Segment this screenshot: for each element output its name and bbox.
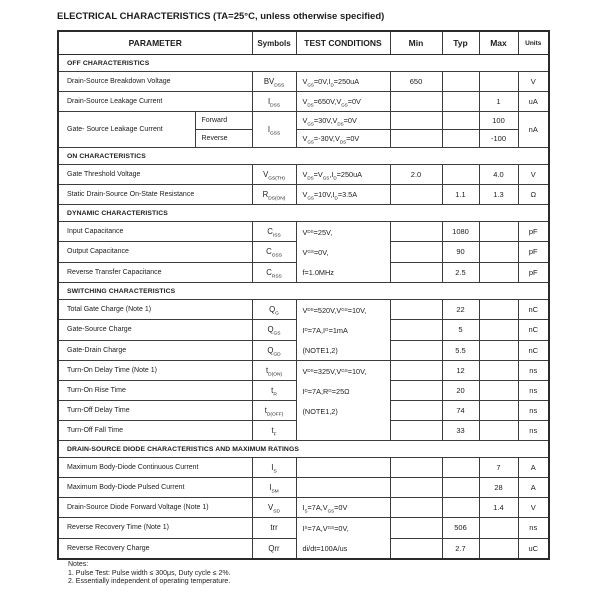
parameter-cell: Gate Threshold Voltage xyxy=(58,165,252,185)
symbol-cell: $I_{SM}$ xyxy=(252,478,296,498)
test-conditions-cell: $V_{GS}=10V,I_D=3.5A$ xyxy=(296,185,390,205)
test-condition-line: I S =7A,V GS =0V, xyxy=(302,523,349,533)
section-row xyxy=(58,55,549,72)
test-condition-line: V DS =520V,V GS =10V, xyxy=(302,305,367,315)
units-cell: ns xyxy=(518,518,549,539)
parameter-cell: Turn-On Rise Time xyxy=(58,381,252,401)
symbol-cell: trr xyxy=(252,518,296,539)
max-cell xyxy=(479,401,518,421)
symbol-cell: $C_{OSS}$ xyxy=(252,242,296,262)
min-cell xyxy=(390,421,442,441)
typ-cell xyxy=(442,72,479,92)
symbol-cell: $Q_G$ xyxy=(252,300,296,320)
symbol-cell: $I_{GSS}$ xyxy=(252,112,296,148)
notes-title: Notes: xyxy=(68,561,89,568)
parameter-cell: Input Capacitance xyxy=(58,222,252,242)
typ-cell xyxy=(442,165,479,185)
max-cell xyxy=(479,361,518,381)
section-row xyxy=(58,148,549,165)
min-cell xyxy=(390,361,442,381)
min-cell xyxy=(390,320,442,340)
typ-cell: 506 xyxy=(442,518,479,539)
test-conditions-cell xyxy=(296,222,390,283)
table-row xyxy=(58,498,549,518)
symbol-cell: $t_{D(ON)}$ xyxy=(252,361,296,381)
min-cell xyxy=(390,112,442,130)
min-cell: 2.0 xyxy=(390,165,442,185)
units-cell: ns xyxy=(518,421,549,441)
parameter-cell: Reverse Recovery Time (Note 1) xyxy=(58,518,252,539)
units-cell: A xyxy=(518,478,549,498)
table-row xyxy=(58,92,549,112)
parameter-cell: Output Capacitance xyxy=(58,242,252,262)
max-cell: 1 xyxy=(479,92,518,112)
units-cell: Ω xyxy=(518,185,549,205)
typ-cell: 2.7 xyxy=(442,538,479,559)
test-condition-line: di/dt=100A/us xyxy=(302,543,348,553)
typ-cell xyxy=(442,130,479,148)
note-item: 1. Pulse Test: Pulse width ≤ 300μs, Duty cycle ≤ 2%. xyxy=(68,569,231,577)
parameter-cell: Turn-On Delay Time (Note 1) xyxy=(58,361,252,381)
parameter-cell: Gate-Source Charge xyxy=(58,320,252,340)
typ-cell xyxy=(442,478,479,498)
max-cell: 7 xyxy=(479,458,518,478)
max-cell: 100 xyxy=(479,112,518,130)
symbol-cell: $t_{D(OFF)}$ xyxy=(252,401,296,421)
parameter-cell: Turn-Off Fall Time xyxy=(58,421,252,441)
table-row xyxy=(58,72,549,92)
units-cell: uA xyxy=(518,92,549,112)
symbol-cell: Qrr xyxy=(252,538,296,559)
table-row xyxy=(58,478,549,498)
test-condition-line: (NOTE1,2) xyxy=(302,345,338,355)
page-title: ELECTRICAL CHARACTERISTICS (TA=25°C, unless otherwise specified) xyxy=(57,11,385,22)
section-row xyxy=(58,205,549,222)
symbol-cell: $Q_{GD}$ xyxy=(252,340,296,360)
parameter-cell: Maximum Body-Diode Pulsed Current xyxy=(58,478,252,498)
typ-cell xyxy=(442,112,479,130)
symbol-cell: $Q_{GS}$ xyxy=(252,320,296,340)
typ-cell: 1080 xyxy=(442,222,479,242)
min-cell xyxy=(390,381,442,401)
units-cell: nC xyxy=(518,300,549,320)
notes xyxy=(68,561,231,587)
units-cell: nC xyxy=(518,320,549,340)
parameter-cell: Gate- Source Leakage Current xyxy=(58,112,195,148)
max-cell xyxy=(479,340,518,360)
max-cell xyxy=(479,242,518,262)
max-cell xyxy=(479,72,518,92)
section-row xyxy=(58,283,549,300)
parameter-cell: Gate-Drain Charge xyxy=(58,340,252,360)
min-cell xyxy=(390,92,442,112)
units-cell: A xyxy=(518,458,549,478)
typ-cell: 33 xyxy=(442,421,479,441)
symbol-cell: $C_{ISS}$ xyxy=(252,222,296,242)
test-conditions-cell: $V_{GS}=-30V,V_{DS}=0V$ xyxy=(296,130,390,148)
direction-cell: Forward xyxy=(195,112,252,130)
table-row xyxy=(58,185,549,205)
table-row xyxy=(58,361,549,381)
max-cell: -100 xyxy=(479,130,518,148)
max-cell xyxy=(479,421,518,441)
test-conditions-cell: $V_{DS}=V_{GS},I_D=250uA$ xyxy=(296,165,390,185)
units-cell: ns xyxy=(518,381,549,401)
test-conditions-cell xyxy=(296,300,390,361)
units-cell: V xyxy=(518,72,549,92)
max-cell: 1.4 xyxy=(479,498,518,518)
section-row xyxy=(58,441,549,458)
max-cell: 1.3 xyxy=(479,185,518,205)
test-conditions-cell: $I_S=7A,V_{GS}=0V$ xyxy=(296,498,390,518)
max-cell: 4.0 xyxy=(479,165,518,185)
min-cell xyxy=(390,300,442,320)
symbol-cell: $V_{GS(TH)}$ xyxy=(252,165,296,185)
test-conditions-cell: $V_{GS}=30V,V_{DS}=0V$ xyxy=(296,112,390,130)
max-cell xyxy=(479,262,518,282)
min-cell xyxy=(390,185,442,205)
min-cell xyxy=(390,518,442,539)
test-conditions-cell: $V_{GS}=0V,I_D=250uA$ xyxy=(296,72,390,92)
max-cell xyxy=(479,320,518,340)
col-header-typ: Typ xyxy=(442,31,479,55)
test-condition-line: V GS =0V, xyxy=(302,247,329,257)
min-cell xyxy=(390,242,442,262)
typ-cell: 5.5 xyxy=(442,340,479,360)
symbol-cell: $t_R$ xyxy=(252,381,296,401)
units-cell: pF xyxy=(518,242,549,262)
parameter-cell: Static Drain-Source On-State Resistance xyxy=(58,185,252,205)
min-cell xyxy=(390,340,442,360)
typ-cell xyxy=(442,92,479,112)
test-conditions-cell xyxy=(296,458,390,478)
test-condition-line: I D =7A,I G =1mA xyxy=(302,325,348,335)
min-cell xyxy=(390,538,442,559)
units-cell: pF xyxy=(518,222,549,242)
min-cell: 650 xyxy=(390,72,442,92)
section-title: ON CHARACTERISTICS xyxy=(58,148,549,165)
typ-cell: 12 xyxy=(442,361,479,381)
max-cell xyxy=(479,222,518,242)
table-row xyxy=(58,112,549,130)
symbol-cell: $BV_{DSS}$ xyxy=(252,72,296,92)
typ-cell xyxy=(442,498,479,518)
direction-cell: Reverse xyxy=(195,130,252,148)
section-title: OFF CHARACTERISTICS xyxy=(58,55,549,72)
parameter-cell: Drain-Source Leakage Current xyxy=(58,92,252,112)
max-cell xyxy=(479,381,518,401)
symbol-cell: $I_{DSS}$ xyxy=(252,92,296,112)
test-condition-line: V DS =25V, xyxy=(302,227,333,237)
table-header-row xyxy=(58,31,549,55)
col-header-max: Max xyxy=(479,31,518,55)
test-condition-line: I D =7A,R G =25Ω xyxy=(302,386,350,396)
typ-cell: 74 xyxy=(442,401,479,421)
min-cell xyxy=(390,478,442,498)
units-cell: V xyxy=(518,498,549,518)
table-row xyxy=(58,458,549,478)
table-row xyxy=(58,165,549,185)
min-cell xyxy=(390,458,442,478)
section-title: DYNAMIC CHARACTERISTICS xyxy=(58,205,549,222)
min-cell xyxy=(390,498,442,518)
units-cell: pF xyxy=(518,262,549,282)
min-cell xyxy=(390,222,442,242)
test-condition-line: (NOTE1,2) xyxy=(302,406,338,416)
section-title: SWITCHING CHARACTERISTICS xyxy=(58,283,549,300)
parameter-cell: Maximum Body-Diode Continuous Current xyxy=(58,458,252,478)
min-cell xyxy=(390,130,442,148)
units-cell: uC xyxy=(518,538,549,559)
min-cell xyxy=(390,262,442,282)
test-conditions-cell xyxy=(296,518,390,560)
symbol-cell: $I_S$ xyxy=(252,458,296,478)
test-condition-line: V DS =325V,V GS =10V, xyxy=(302,366,367,376)
table-row xyxy=(58,222,549,242)
test-condition-line: f=1.0MHz xyxy=(302,267,334,277)
symbol-cell: $t_F$ xyxy=(252,421,296,441)
units-cell: nA xyxy=(518,112,549,148)
col-header-symbols: Symbols xyxy=(252,31,296,55)
units-cell: nC xyxy=(518,340,549,360)
note-item: 2. Essentially independent of operating temperature. xyxy=(68,578,231,586)
typ-cell: 22 xyxy=(442,300,479,320)
test-conditions-cell: $V_{DS}=650V,V_{GS}=0V$ xyxy=(296,92,390,112)
typ-cell xyxy=(442,458,479,478)
max-cell xyxy=(479,518,518,539)
typ-cell: 20 xyxy=(442,381,479,401)
parameter-cell: Drain-Source Breakdown Voltage xyxy=(58,72,252,92)
typ-cell: 2.5 xyxy=(442,262,479,282)
table-row xyxy=(58,518,549,539)
units-cell: ns xyxy=(518,401,549,421)
symbol-cell: $V_{SD}$ xyxy=(252,498,296,518)
max-cell: 28 xyxy=(479,478,518,498)
col-header-test-conditions: TEST CONDITIONS xyxy=(296,31,390,55)
units-cell: ns xyxy=(518,361,549,381)
section-title: DRAIN-SOURCE DIODE CHARACTERISTICS AND MAXIMUM RATINGS xyxy=(58,441,549,458)
col-header-parameter: PARAMETER xyxy=(58,31,252,55)
units-cell: V xyxy=(518,165,549,185)
test-conditions-cell xyxy=(296,478,390,498)
col-header-units: Units xyxy=(518,31,549,55)
max-cell xyxy=(479,300,518,320)
parameter-cell: Drain-Source Diode Forward Voltage (Note 1) xyxy=(58,498,252,518)
parameter-cell: Total Gate Charge (Note 1) xyxy=(58,300,252,320)
typ-cell: 90 xyxy=(442,242,479,262)
max-cell xyxy=(479,538,518,559)
col-header-min: Min xyxy=(390,31,442,55)
typ-cell: 1.1 xyxy=(442,185,479,205)
parameter-cell: Reverse Transfer Capacitance xyxy=(58,262,252,282)
datasheet-table xyxy=(57,30,550,560)
symbol-cell: $R_{DS(ON)}$ xyxy=(252,185,296,205)
parameter-cell: Reverse Recovery Charge xyxy=(58,538,252,559)
table-row xyxy=(58,300,549,320)
parameter-cell: Turn-Off Delay Time xyxy=(58,401,252,421)
symbol-cell: $C_{RSS}$ xyxy=(252,262,296,282)
test-conditions-cell xyxy=(296,361,390,441)
typ-cell: 5 xyxy=(442,320,479,340)
min-cell xyxy=(390,401,442,421)
